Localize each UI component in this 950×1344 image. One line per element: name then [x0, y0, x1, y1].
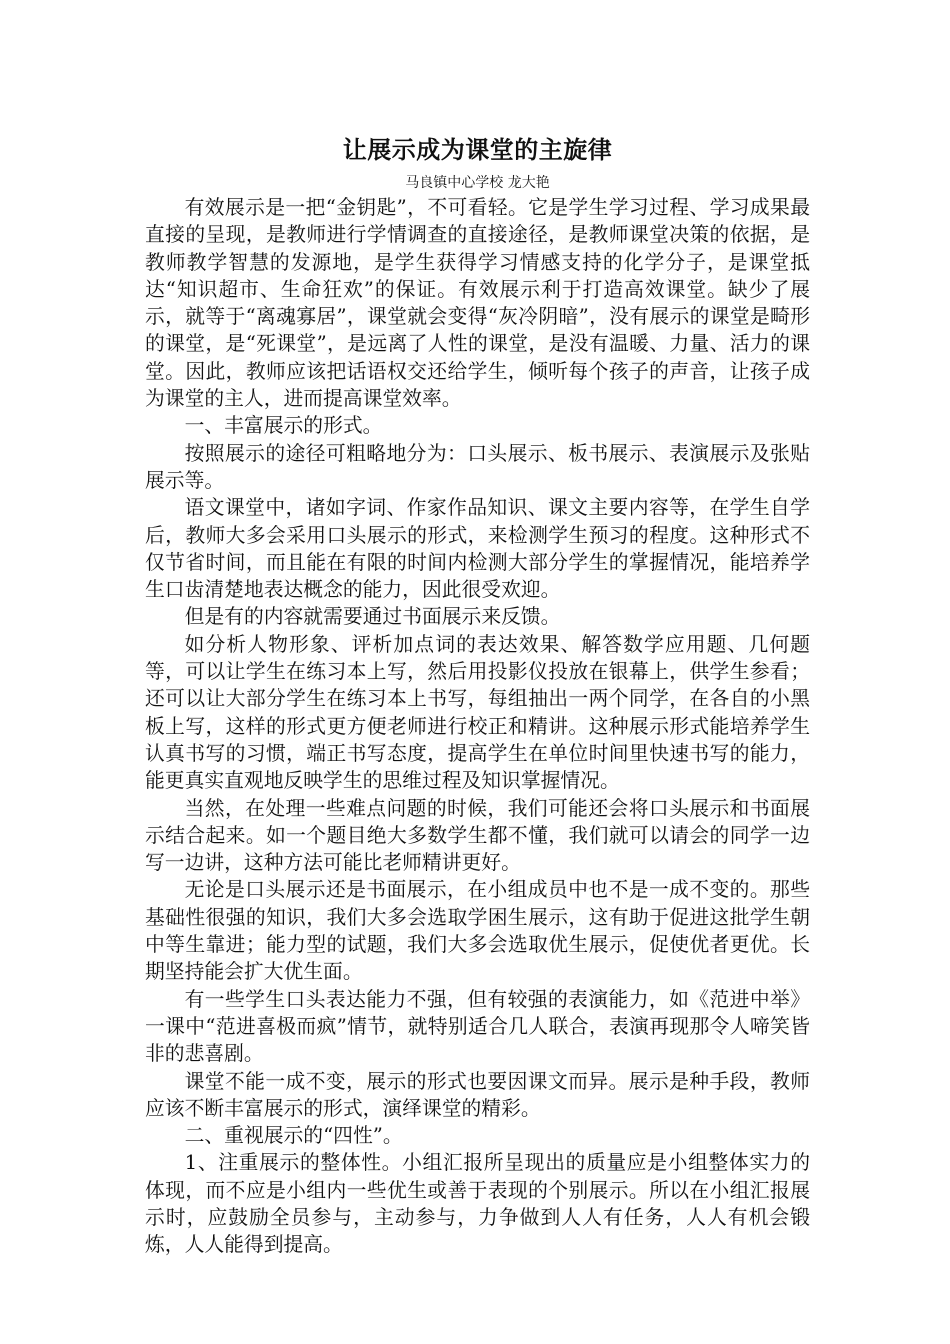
document-title: 让展示成为课堂的主旋律 [342, 136, 613, 164]
paragraph: 无论是口头展示还是书面展示，在小组成员中也不是一成不变的。那些基础性很强的知识，我们大多会选取学困生展示，这有助于促进这批学生朝中等生靠进；能力型的试题，我们大多会选取优生展示，促使优者更优。长期坚持能会扩大优生面。 [145, 878, 810, 984]
paragraph: 课堂不能一成不变，展示的形式也要因课文而异。展示是种手段，教师应该不断丰富展示的形式，演绎课堂的精彩。 [145, 1069, 810, 1120]
paragraph: 按照展示的途径可粗略地分为：口头展示、板书展示、表演展示及张贴展示等。 [145, 441, 810, 492]
paragraph: 但是有的内容就需要通过书面展示来反馈。 [184, 605, 561, 629]
author-byline: 马良镇中心学校 龙大艳 [405, 175, 550, 191]
section-heading-2: 二、重视展示的“四性”。 [184, 1124, 403, 1148]
document-body [145, 194, 810, 1259]
paragraph: 有一些学生口头表达能力不强，但有较强的表演能力，如《范进中举》一课中“范进喜极而疯”情节，就特别适合几人联合，表演再现那令人啼笑皆非的悲喜剧。 [145, 987, 810, 1066]
paragraph: 1、注重展示的整体性。小组汇报所呈现出的质量应是小组整体实力的体现，而不应是小组内一些优生或善于表现的个别展示。所以在小组汇报展示时，应鼓励全员参与，主动参与，力争做到人人有任务，人人有机会锻炼，人人能得到提高。 [145, 1151, 810, 1257]
section-heading-1: 一、丰富展示的形式。 [184, 414, 383, 438]
document-page [145, 130, 810, 1259]
paragraph-intro: 有效展示是一把“金钥匙”，不可看轻。它是学生学习过程、学习成果最直接的呈现，是教师进行学情调查的直接途径，是教师课堂决策的依据，是教师教学智慧的发源地，是学生获得学习情感支持的化学分子，是课堂抵达“知识超市、生命狂欢”的保证。有效展示利于打造高效课堂。缺少了展示，就等于“离魂寡居”，课堂就会变得“灰冷阴暗”，没有展示的课堂是畸形的课堂，是“死课堂”，是远离了人性的课堂，是没有温暖、力量、活力的课堂。因此，教师应该把话语权交还给学生，倾听每个孩子的声音，让孩子成为课堂的主人，进而提高课堂效率。 [145, 196, 810, 411]
paragraph: 语文课堂中，诸如字词、作家作品知识、课文主要内容等，在学生自学后，教师大多会采用口头展示的形式，来检测学生预习的程度。这种形式不仅节省时间，而且能在有限的时间内检测大部分学生的掌握情况，能培养学生口齿清楚地表达概念的能力，因此很受欢迎。 [145, 496, 810, 602]
paragraph: 如分析人物形象、评析加点词的表达效果、解答数学应用题、几何题等，可以让学生在练习本上写，然后用投影仪投放在银幕上，供学生参看；还可以让大部分学生在练习本上书写，每组抽出一两个同学，在各自的小黑板上写，这样的形式更方便老师进行校正和精讲。这种展示形式能培养学生认真书写的习惯，端正书写态度，提高学生在单位时间里快速书写的能力，能更真实直观地反映学生的思维过程及知识掌握情况。 [145, 632, 810, 793]
paragraph: 当然，在处理一些难点问题的时候，我们可能还会将口头展示和书面展示结合起来。如一个题目绝大多数学生都不懂，我们就可以请会的同学一边写一边讲，这种方法可能比老师精讲更好。 [145, 796, 810, 875]
